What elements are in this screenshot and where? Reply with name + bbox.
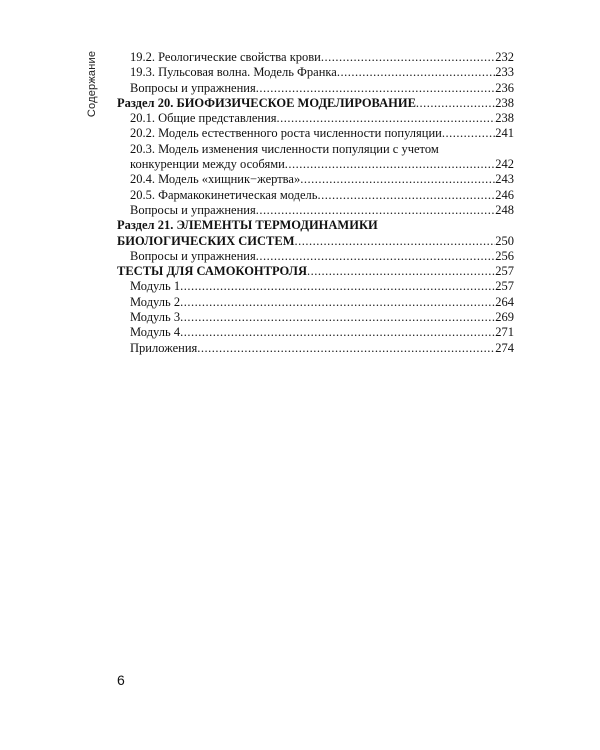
toc-entry xyxy=(117,203,514,218)
toc-entry-page: 243 xyxy=(495,172,514,187)
toc-entry-page: 271 xyxy=(495,325,514,340)
toc-entry-title: БИОЛОГИЧЕСКИХ СИСТЕМ xyxy=(117,233,295,248)
toc-entry-title: Вопросы и упражнения xyxy=(130,80,256,95)
toc-entry xyxy=(117,50,514,65)
running-header-contents: Содержание xyxy=(86,50,98,118)
dot-leader xyxy=(337,65,495,80)
toc-entry-title: 19.3. Пульсовая волна. Модель Франка xyxy=(130,65,337,80)
toc-entry-page: 238 xyxy=(495,111,514,126)
toc-entry-page: 274 xyxy=(495,340,514,355)
toc-entry-page: 257 xyxy=(495,279,514,294)
toc-entry-title: 20.2. Модель естественного роста численности популяции xyxy=(130,126,442,141)
toc-entry-title: 20.5. Фармакокинетическая модель xyxy=(130,187,318,202)
toc-entry-page: 256 xyxy=(495,248,514,263)
toc-entry-page: 248 xyxy=(495,202,514,217)
toc-entry-title: конкуренции между особями xyxy=(130,157,285,172)
toc-entry-title: 20.4. Модель «хищник−жертва» xyxy=(130,172,301,187)
toc-entry xyxy=(117,279,514,294)
toc-entry xyxy=(117,310,514,325)
toc-entry-title: Вопросы и упражнения xyxy=(130,202,256,217)
page-number: 6 xyxy=(117,672,125,688)
dot-leader xyxy=(180,310,495,325)
toc-entry xyxy=(117,81,514,96)
dot-leader xyxy=(180,279,495,294)
toc-entry-page: 232 xyxy=(495,50,514,64)
toc-entry xyxy=(117,96,514,111)
toc-entry-line1: Раздел 21. ЭЛЕМЕНТЫ ТЕРМОДИНАМИКИ xyxy=(117,218,378,233)
dot-leader xyxy=(317,188,495,203)
toc-entry-line1: 20.3. Модель изменения численности популяции с учетом xyxy=(130,141,439,156)
toc-entry xyxy=(117,341,514,356)
toc-entry xyxy=(117,188,514,203)
toc-entry-page: 264 xyxy=(495,294,514,309)
toc-entry-title: 20.1. Общие представления xyxy=(130,111,277,126)
toc-entry-page: 269 xyxy=(495,310,514,325)
toc-entry-page: 241 xyxy=(495,126,514,141)
toc-entry-page: 246 xyxy=(495,187,514,202)
toc-entry xyxy=(117,157,514,172)
toc-entry xyxy=(117,126,514,141)
toc-entry xyxy=(117,295,514,310)
toc-entry xyxy=(117,264,514,279)
toc-entry xyxy=(117,172,514,187)
toc-entry xyxy=(117,249,514,264)
table-of-contents xyxy=(117,50,514,356)
dot-leader xyxy=(256,203,496,218)
toc-entry-title: Модуль 4 xyxy=(130,325,181,340)
toc-entry-page: 242 xyxy=(495,157,514,172)
dot-leader xyxy=(256,249,496,264)
toc-entry-page: 233 xyxy=(495,65,514,80)
toc-entry-page: 236 xyxy=(495,80,514,95)
toc-entry xyxy=(117,234,514,249)
toc-entry xyxy=(117,325,514,340)
dot-leader xyxy=(285,157,495,172)
dot-leader xyxy=(416,96,495,111)
dot-leader xyxy=(256,81,496,96)
dot-leader xyxy=(295,234,496,249)
dot-leader xyxy=(300,172,495,187)
toc-entry xyxy=(117,111,514,126)
dot-leader xyxy=(321,50,495,65)
dot-leader xyxy=(277,111,496,126)
dot-leader xyxy=(180,295,495,310)
dot-leader xyxy=(197,341,495,356)
toc-entry-page: 257 xyxy=(495,264,514,279)
toc-entry-title: 19.2. Реологические свойства крови xyxy=(130,50,321,64)
dot-leader xyxy=(307,264,495,279)
dot-leader xyxy=(442,126,495,141)
toc-entry-title: Раздел 20. БИОФИЗИЧЕСКОЕ МОДЕЛИРОВАНИЕ xyxy=(117,95,416,110)
toc-entry-title: ТЕСТЫ ДЛЯ САМОКОНТРОЛЯ xyxy=(117,264,307,279)
toc-entry-title: Модуль 2 xyxy=(130,294,181,309)
toc-entry-title: Приложения xyxy=(130,340,198,355)
toc-entry-page: 250 xyxy=(495,233,514,248)
toc-entry xyxy=(117,65,514,80)
toc-entry-title: Модуль 3 xyxy=(130,310,181,325)
toc-entry-title: Модуль 1 xyxy=(130,279,181,294)
dot-leader xyxy=(180,325,495,340)
toc-entry-title: Вопросы и упражнения xyxy=(130,248,256,263)
toc-entry-page: 238 xyxy=(495,95,514,110)
